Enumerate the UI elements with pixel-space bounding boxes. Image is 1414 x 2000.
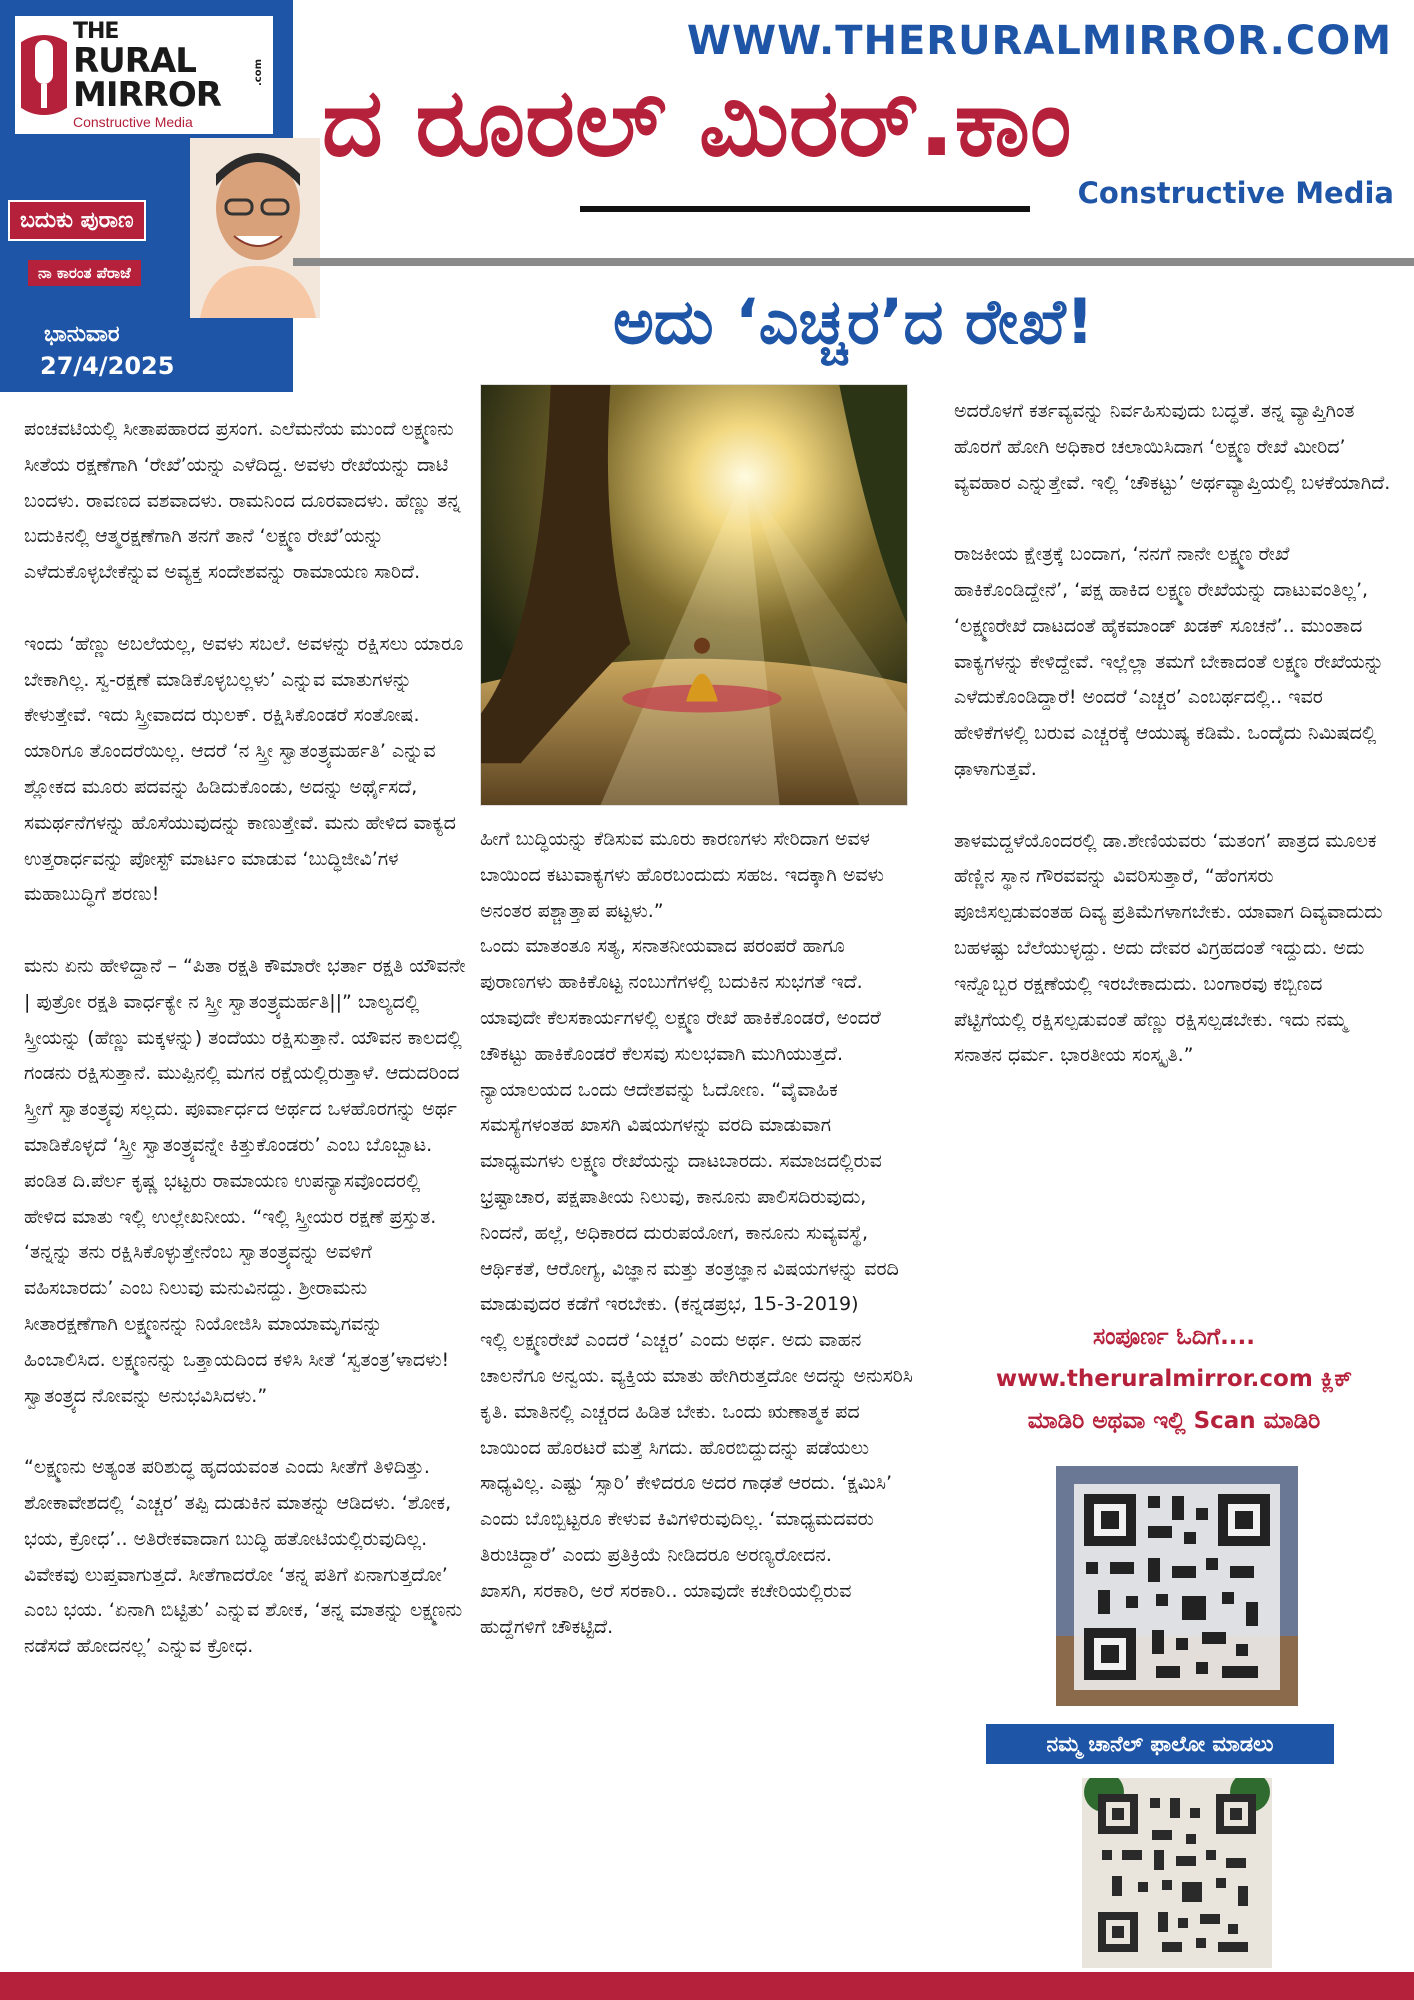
author-name-badge: ನಾ ಕಾರಂತ ಪೆರಾಜೆ — [28, 260, 141, 286]
logo-line-the: THE — [73, 19, 119, 44]
follow-channel-label: ನಮ್ಮ ಚಾನೆಲ್ ಫಾಲೋ ಮಾಡಲು — [986, 1724, 1334, 1764]
header-rule-divider — [293, 258, 1414, 266]
microphone-logo-icon — [21, 30, 67, 120]
article-column-3 — [954, 394, 1394, 1074]
paragraph: ಹೀಗೆ ಬುದ್ಧಿಯನ್ನು ಕೆಡಿಸುವ ಮೂರು ಕಾರಣಗಳು ಸೇರಿದಾಗ ಅವಳ ಬಾಯಿಂದ ಕಟುವಾಕ್ಯಗಳು ಹೊರಬಂದುದು ಸಹಜ. ಇದಕ್ಕಾಗಿ ಅವಳು ಅನಂತರ ಪಶ್ಚಾತ್ತಾಪ ಪಟ್ಟಳು.” — [480, 828, 884, 922]
masthead-block — [0, 0, 293, 392]
publish-date: 27/4/2025 — [40, 352, 175, 380]
publish-day: ಭಾನುವಾರ — [44, 322, 120, 347]
logo-wordmark — [73, 19, 221, 115]
paragraph: ಇಂದು ‘ಹೆಣ್ಣು ಅಬಲೆಯಲ್ಲ, ಅವಳು ಸಬಲೆ. ಅವಳನ್ನು ರಕ್ಷಿಸಲು ಯಾರೂ ಬೇಕಾಗಿಲ್ಲ. ಸ್ವ-ರಕ್ಷಣೆ ಮಾಡಿಕೊಳ್ಳಬಲ್ಲಳು’ ಎನ್ನುವ ಮಾತುಗಳನ್ನು ಕೇಳುತ್ತೇವೆ. ಇದು ಸ್ತ್ರೀವಾದದ ಝಲಕ್. ರಕ್ಷಿಸಿಕೊಂಡರೆ ಸಂತೋಷ. ಯಾರಿಗೂ ತೊಂದರೆಯಿಲ್ಲ. ಆದರೆ ‘ನ ಸ್ತ್ರೀ ಸ್ವಾತಂತ್ರ್ಯಮರ್ಹತಿ’ ಎನ್ನುವ ಶ್ಲೋಕದ ಮೂರು ಪದವನ್ನು ಹಿಡಿದುಕೊಂಡು, ಅದನ್ನು ಅರ್ಥೈಸದೆ, ಸಮರ್ಥನೆಗಳನ್ನು ಹೊಸೆಯುವುದನ್ನು ಕಾಣುತ್ತೇವೆ. ಮನು ಹೇಳಿದ ವಾಕ್ಯದ ಉತ್ತರಾರ್ಧವನ್ನು ಪೋಸ್ಟ್ ಮಾರ್ಟಂ ಮಾಡುವ ‘ಬುದ್ಧಿಜೀವಿ’ಗಳ ಮಹಾಬುದ್ಧಿಗೆ ಶರಣು! — [24, 632, 464, 906]
paragraph: ಮನು ಏನು ಹೇಳಿದ್ದಾನೆ – “ಪಿತಾ ರಕ್ಷತಿ ಕೌಮಾರೇ ಭರ್ತಾ ರಕ್ಷತಿ ಯೌವನೇ | ಪುತ್ರೋ ರಕ್ಷತಿ ವಾರ್ಧಕ್ಯೇ ನ ಸ್ತ್ರೀ ಸ್ವಾತಂತ್ರ್ಯಮರ್ಹತಿ||” ಬಾಲ್ಯದಲ್ಲಿ ಸ್ತ್ರೀಯನ್ನು (ಹೆಣ್ಣು ಮಕ್ಕಳನ್ನು) ತಂದೆಯು ರಕ್ಷಿಸುತ್ತಾನೆ. ಯೌವನ ಕಾಲದಲ್ಲಿ ಗಂಡನು ರಕ್ಷಿಸುತ್ತಾನೆ. ಮುಪ್ಪಿನಲ್ಲಿ ಮಗನ ರಕ್ಷೆಯಲ್ಲಿರುತ್ತಾಳೆ. ಆದುದರಿಂದ ಸ್ತ್ರೀಗೆ ಸ್ವಾತಂತ್ರ್ಯವು ಸಲ್ಲದು. ಪೂರ್ವಾರ್ಧದ ಅರ್ಥದ ಒಳಹೊರಗನ್ನು ಅರ್ಥ ಮಾಡಿಕೊಳ್ಳದೆ ‘ಸ್ತ್ರೀ ಸ್ವಾತಂತ್ರ್ಯವನ್ನೇ ಕಿತ್ತುಕೊಂಡರು’ ಎಂಬ ಬೊಬ್ಬಾಟ. — [24, 954, 466, 1156]
cta-line-1: ಸಂಪೂರ್ಣ ಓದಿಗೆ.... — [1092, 1324, 1256, 1350]
header-underline-divider — [580, 206, 1030, 212]
logo-line-mirror: MIRROR — [73, 75, 221, 115]
article-column-1 — [24, 412, 466, 1665]
cta-line-3: ಮಾಡಿರಿ ಅಥವಾ ಇಲ್ಲಿ Scan ಮಾಡಿರಿ — [1027, 1408, 1321, 1434]
column-name-badge: ಬದುಕು ಪುರಾಣ — [8, 200, 146, 241]
article-column-2 — [480, 822, 914, 1645]
read-more-cta — [944, 1316, 1404, 1442]
paragraph: “ಲಕ್ಷ್ಮಣನು ಅತ್ಯಂತ ಪರಿಶುದ್ಧ ಹೃದಯವಂತ ಎಂದು ಸೀತೆಗೆ ತಿಳಿದಿತ್ತು. ಶೋಕಾವೇಶದಲ್ಲಿ ‘ಎಚ್ಚರ’ ತಪ್ಪಿ ದುಡುಕಿನ ಮಾತನ್ನು ಆಡಿದಳು. ‘ಶೋಕ, ಭಯ, ಕ್ರೋಧ’.. ಅತಿರೇಕವಾದಾಗ ಬುದ್ಧಿ ಹತೋಟಿಯಲ್ಲಿರುವುದಿಲ್ಲ. ವಿವೇಕವು ಲುಪ್ತವಾಗುತ್ತದೆ. ಸೀತೆಗಾದರೋ ‘ತನ್ನ ಪತಿಗೆ ಏನಾಗುತ್ತದೋ’ ಎಂಬ ಭಯ. ‘ಏನಾಗಿ ಬಿಟ್ಟಿತು’ ಎನ್ನುವ ಶೋಕ, ‘ತನ್ನ ಮಾತನ್ನು ಲಕ್ಷ್ಮಣನು ನಡೆಸದೆ ಹೋದನಲ್ಲ’ ಎನ್ನುವ ಕ್ರೋಧ. — [24, 1456, 463, 1658]
site-logo[interactable] — [15, 16, 273, 134]
article-qr-code[interactable] — [1056, 1466, 1298, 1706]
logo-tagline: Constructive Media — [73, 114, 193, 130]
footer-bar — [0, 1972, 1414, 2000]
paragraph: ರಾಜಕೀಯ ಕ್ಷೇತ್ರಕ್ಕೆ ಬಂದಾಗ, ‘ನನಗೆ ನಾನೇ ಲಕ್ಷ್ಮಣ ರೇಖೆ ಹಾಕಿಕೊಂಡಿದ್ದೇನೆ’, ‘ಪಕ್ಷ ಹಾಕಿದ ಲಕ್ಷ್ಮಣ ರೇಖೆಯನ್ನು ದಾಟುವಂತಿಲ್ಲ’, ‘ಲಕ್ಷ್ಮಣರೇಖೆ ದಾಟದಂತೆ ಹೈಕಮಾಂಡ್ ಖಡಕ್ ಸೂಚನೆ’.. ಮುಂತಾದ ವಾಕ್ಯಗಳನ್ನು ಕೇಳಿದ್ದೇವೆ. ಇಲ್ಲೆಲ್ಲಾ ತಮಗೆ ಬೇಕಾದಂತೆ ಲಕ್ಷ್ಮಣ ರೇಖೆಯನ್ನು ಎಳೆದುಕೊಂಡಿದ್ದಾರೆ! ಅಂದರೆ ‘ಎಚ್ಚರ’ ಎಂಬರ್ಥದಲ್ಲಿ.. ಇವರ ಹೇಳಿಕೆಗಳಲ್ಲಿ ಬರುವ ಎಚ್ಚರಕ್ಕೆ ಆಯುಷ್ಯ ಕಡಿಮೆ. ಒಂದೈದು ನಿಮಿಷದಲ್ಲಿ ಢಾಳಾಗುತ್ತವೆ. — [954, 543, 1384, 780]
paragraph: ಒಂದು ಮಾತಂತೂ ಸತ್ಯ, ಸನಾತನೀಯವಾದ ಪರಂಪರೆ ಹಾಗೂ ಪುರಾಣಗಳು ಹಾಕಿಕೊಟ್ಟ ನಂಬುಗೆಗಳಲ್ಲಿ ಬದುಕಿನ ಸುಭಗತೆ ಇದೆ. ಯಾವುದೇ ಕೆಲಸಕಾರ್ಯಗಳಲ್ಲಿ ಲಕ್ಷ್ಮಣ ರೇಖೆ ಹಾಕಿಕೊಂಡರೆ, ಅಂದರೆ ಚೌಕಟ್ಟು ಹಾಕಿಕೊಂಡರೆ ಕೆಲಸವು ಸುಲಭವಾಗಿ ಮುಗಿಯುತ್ತದೆ. — [480, 935, 881, 1065]
article-illustration-image — [480, 384, 908, 806]
site-url-link[interactable]: WWW.THERURALMIRROR.COM — [686, 18, 1392, 64]
logo-line-rural: RURAL — [73, 41, 196, 81]
paragraph: ಇಲ್ಲಿ ಲಕ್ಷ್ಮಣರೇಖೆ ಎಂದರೆ ‘ಎಚ್ಚರ’ ಎಂದು ಅರ್ಥ. ಅದು ವಾಹನ ಚಾಲನೆಗೂ ಅನ್ವಯ. ವ್ಯಕ್ತಿಯ ಮಾತು ಹೇಗಿರುತ್ತದೋ ಅದನ್ನು ಅನುಸರಿಸಿ ಕೃತಿ. ಮಾತಿನಲ್ಲಿ ಎಚ್ಚರದ ಹಿಡಿತ ಬೇಕು. ಒಂದು ಋಣಾತ್ಮಕ ಪದ ಬಾಯಿಂದ ಹೊರಟರೆ ಮತ್ತೆ ಸಿಗದು. ಹೊರಬಿದ್ದುದನ್ನು ಪಡೆಯಲು ಸಾಧ್ಯವಿಲ್ಲ. ಎಷ್ಟು ‘ಸ್ಸಾರಿ’ ಕೇಳಿದರೂ ಅದರ ಗಾಢತೆ ಆರದು. ‘ಕ್ಷಮಿಸಿ’ ಎಂದು ಬೊಬ್ಬಿಟ್ಟರೂ ಕೇಳುವ ಕಿವಿಗಳಿರುವುದಿಲ್ಲ. ‘ಮಾಧ್ಯಮದವರು ತಿರುಚಿದ್ದಾರೆ’ ಎಂದು ಪ್ರತಿಕ್ರಿಯೆ ನೀಡಿದರೂ ಅರಣ್ಯರೋದನ. — [480, 1329, 913, 1566]
paragraph: ಖಾಸಗಿ, ಸರಕಾರಿ, ಅರೆ ಸರಕಾರಿ.. ಯಾವುದೇ ಕಚೇರಿಯಲ್ಲಿರುವ ಹುದ್ದೆಗಳಿಗೆ ಚೌಕಟ್ಟಿದೆ. — [480, 1579, 852, 1638]
cta-link[interactable]: www.theruralmirror.com ಕ್ಲಿಕ್ — [995, 1366, 1353, 1392]
paragraph: ನ್ಯಾಯಾಲಯದ ಒಂದು ಆದೇಶವನ್ನು ಓದೋಣ. “ವೈವಾಹಿಕ ಸಮಸ್ಯೆಗಳಂತಹ ಖಾಸಗಿ ವಿಷಯಗಳನ್ನು ವರದಿ ಮಾಡುವಾಗ ಮಾಧ್ಯಮಗಳು ಲಕ್ಷ್ಮಣ ರೇಖೆಯನ್ನು ದಾಟಬಾರದು. ಸಮಾಜದಲ್ಲಿರುವ ಭ್ರಷ್ಟಾಚಾರ, ಪಕ್ಷಪಾತೀಯ ನಿಲುವು, ಕಾನೂನು ಪಾಲಿಸದಿರುವುದು, ನಿಂದನೆ, ಹಲ್ಲೆ, ಅಧಿಕಾರದ ದುರುಪಯೋಗ, ಕಾನೂನು ಸುವ್ಯವಸ್ಥೆ, ಆರ್ಥಿಕತೆ, ಆರೋಗ್ಯ, ವಿಜ್ಞಾನ ಮತ್ತು ತಂತ್ರಜ್ಞಾನ ವಿಷಯಗಳನ್ನು ವರದಿ ಮಾಡುವುದರ ಕಡೆಗೆ ಇರಬೇಕು. (ಕನ್ನಡಪ್ರಭ, 15-3-2019) — [480, 1078, 899, 1316]
brand-title: ದ ರೂರಲ್ ಮಿರರ್.ಕಾಂ — [322, 69, 1072, 178]
paragraph: ತಾಳಮದ್ದಳೆಯೊಂದರಲ್ಲಿ ಡಾ.ಶೇಣಿಯವರು ‘ಮತಂಗ’ ಪಾತ್ರದ ಮೂಲಕ ಹೆಣ್ಣಿನ ಸ್ಥಾನ ಗೌರವವನ್ನು ವಿವರಿಸುತ್ತಾರೆ, “ಹೆಂಗಸರು ಪೂಜಿಸಲ್ಪಡುವಂತಹ ದಿವ್ಯ ಪ್ರತಿಮೆಗಳಾಗಬೇಕು. ಯಾವಾಗ ದಿವ್ಯವಾದುದು ಬಹಳಷ್ಟು ಬೆಲೆಯುಳ್ಳದ್ದು. ಅದು ದೇವರ ವಿಗ್ರಹದಂತೆ ಇದ್ದುದು. ಅದು ಇನ್ನೊಬ್ಬರ ರಕ್ಷಣೆಯಲ್ಲಿ ಇರಬೇಕಾದುದು. ಬಂಗಾರವು ಕಬ್ಬಿಣದ ಪೆಟ್ಟಿಗೆಯಲ್ಲಿ ರಕ್ಷಿಸಲ್ಪಡುವಂತೆ ಹೆಣ್ಣು ರಕ್ಷಿಸಲ್ಪಡಬೇಕು. ಇದು ನಮ್ಮ ಸನಾತನ ಧರ್ಮ. ಭಾರತೀಯ ಸಂಸ್ಕೃತಿ.” — [954, 829, 1383, 1067]
logo-com: .com — [253, 58, 264, 86]
paragraph: ಪಂಚವಟಿಯಲ್ಲಿ ಸೀತಾಪಹಾರದ ಪ್ರಸಂಗ. ಎಲೆಮನೆಯ ಮುಂದೆ ಲಕ್ಷ್ಮಣನು ಸೀತೆಯ ರಕ್ಷಣೆಗಾಗಿ ‘ರೇಖೆ’ಯನ್ನು ಎಳೆದಿದ್ದ. ಅವಳು ರೇಖೆಯನ್ನು ದಾಟಿ ಬಂದಳು. ರಾವಣದ ವಶವಾದಳು. ರಾಮನಿಂದ ದೂರವಾದಳು. ಹೆಣ್ಣು ತನ್ನ ಬದುಕಿನಲ್ಲಿ ಆತ್ಮರಕ್ಷಣೆಗಾಗಿ ತನಗೆ ತಾನೆ ‘ಲಕ್ಷ್ಮಣ ರೇಖೆ’ಯನ್ನು ಎಳೆದುಕೊಳ್ಳಬೇಕೆನ್ನುವ ಅವ್ಯಕ್ತ ಸಂದೇಶವನ್ನು ರಾಮಾಯಣ ಸಾರಿದೆ. — [24, 418, 461, 584]
brand-subtitle: Constructive Media — [1077, 176, 1394, 210]
channel-follow-qr-code[interactable] — [1082, 1778, 1272, 1968]
article-headline: ಅದು ‘ಎಚ್ಚರ’ದ ರೇಖೆ! — [612, 285, 1095, 358]
paragraph: ಪಂಡಿತ ದಿ.ಪೆರ್ಲ ಕೃಷ್ಣ ಭಟ್ಟರು ರಾಮಾಯಣ ಉಪನ್ಯಾಸವೊಂದರಲ್ಲಿ ಹೇಳಿದ ಮಾತು ಇಲ್ಲಿ ಉಲ್ಲೇಖನೀಯ. “ಇಲ್ಲಿ ಸ್ತ್ರೀಯರ ರಕ್ಷಣೆ ಪ್ರಸ್ತುತ. ‘ತನ್ನನ್ನು ತನು ರಕ್ಷಿಸಿಕೊಳ್ಳುತ್ತೇನೆಂಬ ಸ್ವಾತಂತ್ರ್ಯವನ್ನು ಅವಳಿಗೆ ವಹಿಸಬಾರದು’ ಎಂಬ ನಿಲುವು ಮನುವಿನದ್ದು. ಶ್ರೀರಾಮನು ಸೀತಾರಕ್ಷಣೆಗಾಗಿ ಲಕ್ಷ್ಮಣನನ್ನು ನಿಯೋಜಿಸಿ ಮಾಯಾಮೃಗವನ್ನು ಹಿಂಬಾಲಿಸಿದ. ಲಕ್ಷ್ಮಣನನ್ನು ಒತ್ತಾಯದಿಂದ ಕಳಿಸಿ ಸೀತೆ ‘ಸ್ವತಂತ್ರ’ಳಾದಳು! ಸ್ವಾತಂತ್ರ್ಯದ ನೋವನ್ನು ಅನುಭವಿಸಿದಳು.” — [24, 1169, 450, 1407]
paragraph: ಅದರೊಳಗೆ ಕರ್ತವ್ಯವನ್ನು ನಿರ್ವಹಿಸುವುದು ಬದ್ಧತೆ. ತನ್ನ ವ್ಯಾಪ್ತಿಗಿಂತ ಹೊರಗೆ ಹೋಗಿ ಅಧಿಕಾರ ಚಲಾಯಿಸಿದಾಗ ‘ಲಕ್ಷ್ಮಣ ರೇಖೆ ಮೀರಿದ’ ವ್ಯವಹಾರ ಎನ್ನುತ್ತೇವೆ. ಇಲ್ಲಿ ‘ಚೌಕಟ್ಟು’ ಅರ್ಥವ್ಯಾಪ್ತಿಯಲ್ಲಿ ಬಳಕೆಯಾಗಿದೆ. — [954, 400, 1391, 494]
